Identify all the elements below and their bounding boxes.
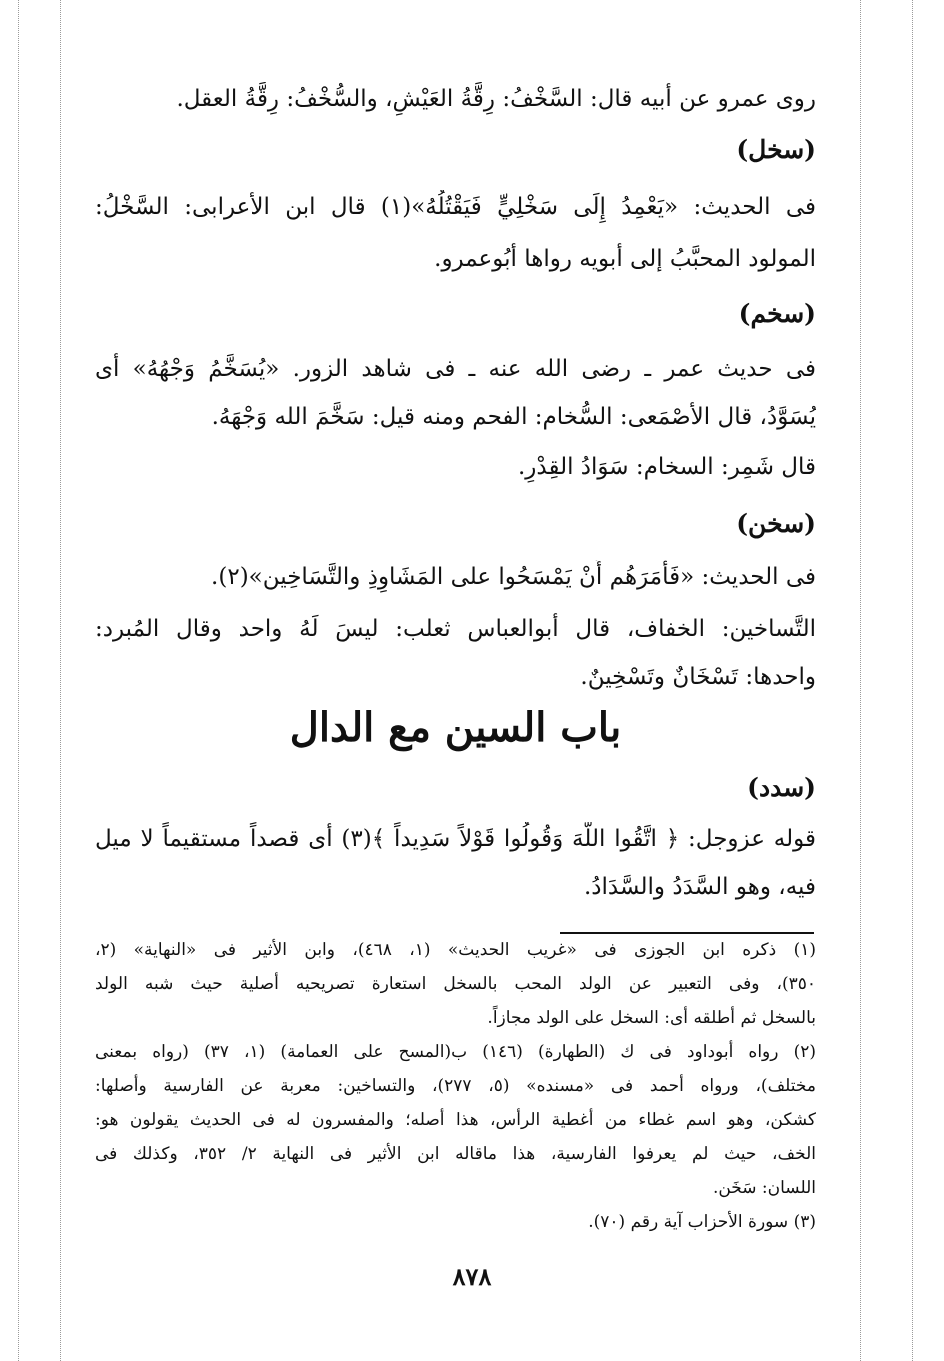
- footnote-separator: [560, 932, 814, 934]
- entry-heading: (سدد): [747, 773, 816, 802]
- footnote-line: (٣) سورة الأحزاب آية رقم (٧٠).: [588, 1212, 816, 1232]
- footnote-line: اللسان: سَخَن.: [712, 1178, 816, 1198]
- entry-heading: (سخم): [738, 299, 816, 328]
- footnote-line: مختلف)، ورواه أحمد فى «مسنده» (٥، ٢٧٧)، والتساخين: معربة عن الفارسية وأصلها:: [95, 1076, 816, 1096]
- margin-guide-line: [18, 0, 19, 1361]
- footnote-line: ٣٥٠)، وفى التعبير عن الولد المحب بالسخل استعارة تصريحيه أصلية حيث شبه الولد: [95, 974, 816, 994]
- text-line: يُسَوَّدُ، قال الأصْمَعى: السُّخام: الفحم ومنه قيل: سَخَّمَ الله وَجْهَهُ.: [211, 404, 816, 430]
- text-line: فيه، وهو السَّدَدُ والسَّدَادُ.: [583, 874, 816, 900]
- footnote-line: كشكن، وهو اسم غطاء من أغطية الرأس، هذا أصله؛ والمفسرون له فى الحديث يقولون هو:: [95, 1110, 816, 1130]
- entry-heading: (سخن): [736, 509, 816, 538]
- text-line: فى حديث عمر ـ رضى الله عنه ـ فى شاهد الزور. «يُسَخَّمُ وَجْهُهُ» أى: [95, 356, 816, 382]
- margin-guide-line: [860, 0, 861, 1361]
- chapter-title: باب السين مع الدال: [289, 704, 622, 751]
- text-line: المولود المحبَّبُ إلى أبويه رواها أبُوعمرو.: [434, 246, 816, 272]
- text-line: التَّساخين: الخفاف، قال أبوالعباس ثعلب: ليسَ لَهُ واحد وقال المُبرد:: [95, 616, 816, 642]
- entry-heading: (سخل): [736, 135, 816, 164]
- margin-guide-line: [912, 0, 913, 1361]
- footnote-line: (١) ذكره ابن الجوزى فى «غريب الحديث» (١، ٤٦٨)، وابن الأثير فى «النهاية» (٢،: [95, 940, 816, 960]
- text-line: فى الحديث: «فَأَمَرَهُم أَنْ يَمْسَحُوا على المَشَاوِذِ والتَّسَاخِين»(٢).: [211, 564, 816, 590]
- footnote-line: (٢) رواه أبوداود فى ك (الطهارة) (١٤٦) ب(المسح على العمامة) (١، ٣٧) (رواه بمعنى: [95, 1042, 816, 1062]
- text-line: واحدها: تَسْخَانٌ وتَسْخِينٌ.: [580, 664, 816, 690]
- text-line: قال شَمِر: السخام: سَوَادُ القِدْرِ.: [517, 454, 816, 480]
- text-line: فى الحديث: «يَعْمِدُ إِلَى سَخْلِيٍّ فَيَقْتُلُهُ»(١) قال ابن الأعرابى: السَّخْلُ:: [95, 194, 816, 220]
- footnote-line: الخف، حيث لم يعرفوا الفارسية، هذا ماقاله ابن الأثير فى النهاية ٢/ ٣٥٢، وكذلك فى: [95, 1144, 816, 1164]
- footnote-line: بالسخل ثم أطلقه أى: السخل على الولد مجازاً.: [487, 1008, 816, 1028]
- text-line: قوله عزوجل: ﴿ اتَّقُوا اللَّهَ وَقُولُوا قَوْلاً سَدِيداً ﴾(٣) أى قصداً مستقيماً لا ميل: [95, 826, 816, 852]
- page-number: ٨٧٨: [452, 1262, 492, 1291]
- text-line: روى عمرو عن أبيه قال: السَّخْفُ: رِقَّةُ العَيْشِ، والسُّخْفُ: رِقَّةُ العقل.: [176, 86, 816, 112]
- margin-guide-line: [60, 0, 61, 1361]
